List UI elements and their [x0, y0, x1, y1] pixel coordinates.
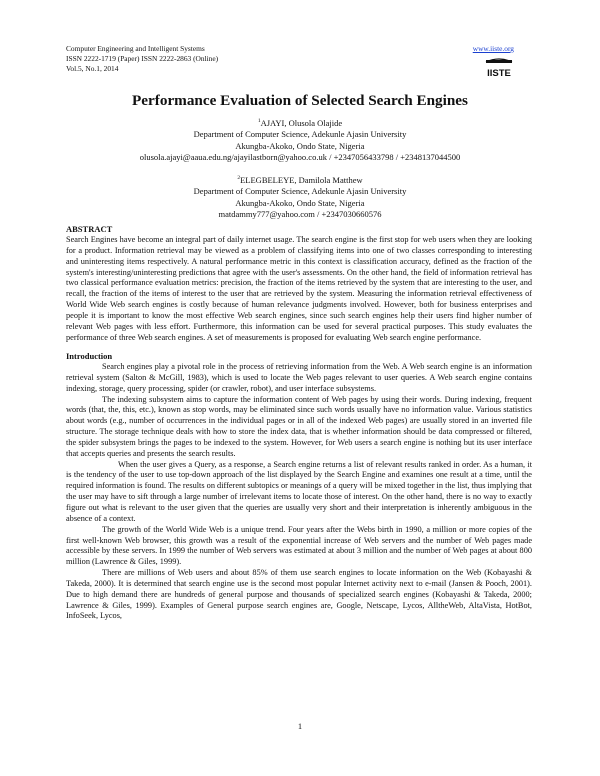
author-name: $^2$ELEGBELEYE, Damilola Matthew: [237, 174, 363, 185]
introduction-text: [66, 362, 532, 622]
intro-paragraph-5: There are millions of Web users and about 85% of them use search engines to locate information on the Web (Kobayashi & Takeda, 2000). It is determined that search engine use is the second most popular Internet activity next to e-mail (Jansen & Pooch, 2001). Due to high demand there are hundreds of general purpose and thousands of specialized search engines (Kobayashi & Takeda, 2000; Lawrence & Giles, 1999). Examples of General purpose search engines are, Google, Netscape, Lycos, AlltheWeb, AltaVista, HotBot, InfoSeek, Lycos,: [66, 568, 532, 621]
author-block-2: [0, 173, 600, 220]
introduction-heading: Introduction: [66, 351, 113, 361]
page-number: 1: [297, 721, 303, 731]
journal-issn: ISSN 2222-1719 (Paper) ISSN 2222-2863 (Online): [66, 54, 219, 64]
abstract-text: [66, 235, 532, 343]
author-contact: olusola.ajayi@aaua.edu.ng/ajayilastborn@yahoo.co.uk / +2347056433798 / +2348137044500: [139, 152, 461, 163]
author-department: Department of Computer Science, Adekunle Ajasin University: [193, 186, 407, 197]
author-location: Akungba-Akoko, Ondo State, Nigeria: [235, 197, 365, 208]
intro-paragraph-4: The growth of the World Wide Web is a unique trend. Four years after the Webs birth in 1990, a million or more copies of the first well-known Web browser, this growth was a result of the exponential increase of Web servers and the number of Web pages made accessible by these servers. In 1999 the number of Web servers was estimated at about 3 million and the number of Web pages at about 800 million (Lawrence & Giles, 1999).: [66, 524, 532, 567]
abstract-heading: ABSTRACT: [66, 224, 113, 234]
paper-title: Performance Evaluation of Selected Search Engines: [132, 92, 468, 109]
author-contact: matdammy777@yahoo.com / +2347030660576: [218, 209, 382, 220]
intro-paragraph-3: When the user gives a Query, as a response, a Search engine returns a list of relevant results ranked in order. As a human, it is the tendency of the user to use top-down approach of the list displayed by the Search Engine and examines one result at a time, until the required information is found. The results on different subtopics or meanings of a query will be mixed together in the list, thus implying that the user may have to sift through a large number of irrelevant items to locate those of interest. On the other hand, there is no way to exactly figure out what is relevant to the user given that the queries are usually very short and their interpretation is inherently ambiguous in the absence of a context.: [66, 459, 532, 523]
author-block-1: [0, 116, 600, 163]
intro-paragraph-2: The indexing subsystem aims to capture the information content of Web pages by using their words. During indexing, frequent words (that, the, this, etc.), known as stop words, may be eliminated since such words usually have no information value. Various statistics about words (e.g., number of occurrences in the individual pages or in all of the indexed Web pages) are usually stored in an inverted file structure. The storage technique deals with how to store the index data, that is whether information should be data compressed or filtered, the spider subsystem brings the pages to be indexed to the system. However, for Web users a search engine is nothing but its user interface that accepts queries and presents the search results.: [66, 394, 532, 458]
author-name: $^1$AJAYI, Olusola Olajide: [257, 117, 343, 128]
journal-name: Computer Engineering and Intelligent Systems: [66, 44, 205, 53]
journal-volume: Vol.5, No.1, 2014: [66, 64, 119, 74]
author-mark: 2: [237, 175, 241, 181]
logo-lettering: IISTE: [487, 68, 511, 78]
author-location: Akungba-Akoko, Ondo State, Nigeria: [235, 140, 365, 151]
journal-url-link[interactable]: www.iiste.org: [472, 44, 514, 53]
intro-paragraph-1: Search engines play a pivotal role in the process of retrieving information from the Web. A Web search engine is an information retrieval system (Salton & McGill, 1983), which is used to locate the Web pages relevant to user queries. A Web search engine contains indexing, storage, query processing, spider (or crawler, robot), and user interface subsystems.: [66, 362, 532, 393]
author-mark: 1: [257, 118, 261, 124]
author-department: Department of Computer Science, Adekunle Ajasin University: [193, 129, 407, 140]
journal-header: [66, 44, 218, 75]
abstract-paragraph: Search Engines have become an integral part of daily internet usage. The search engine is the first stop for web users when they are looking for a product. Information retrieval may be viewed as a problem of classifying items into one of two classes corresponding to interesting and uninteresting items respectively. A natural performance metric in this context is classification accuracy, defined as the fraction of the system's interesting/uninteresting predictions that agree with the user's assessments. On the other hand, the field of information retrieval has two classical performance evaluation metrics: precision, the fraction of the items retrieved by the system that are interesting to the user, and recall, the fraction of the items of interest to the user that are retrieved by the system. Measuring the information retrieval effectiveness of World Wide Web search engines is costly because of human relevance judgments involved. However, both for business enterprises and people it is important to know the most effective Web search engines, since such search engines help their users find higher number of relevant Web pages with less effort. Furthermore, this information can be used for several practical purposes. This study evaluates the performance of three Web search engines. A set of measurements is proposed for evaluating Web search engine performance.: [66, 235, 532, 342]
iiste-logo: [484, 56, 514, 78]
